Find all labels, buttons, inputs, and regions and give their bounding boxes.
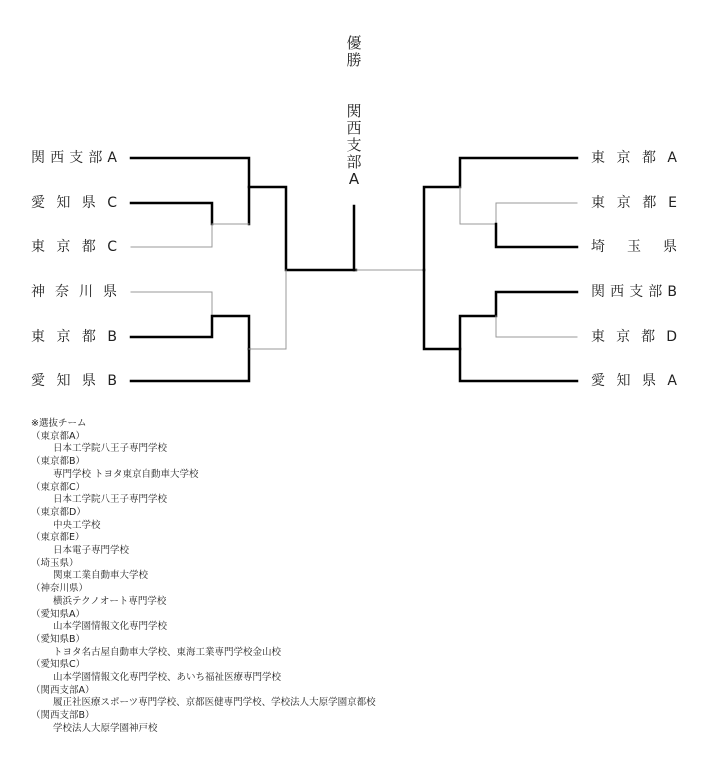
left-line-aichi-c — [131, 203, 212, 224]
team-left-6: 愛知県B — [31, 373, 117, 389]
team-left-2: 愛知県C — [31, 195, 117, 211]
team-right-1: 東京都A — [591, 150, 677, 166]
note-team-label: （神奈川県） — [31, 583, 89, 595]
right-line-kansai-b — [460, 292, 577, 349]
left-line-final-upper — [249, 187, 356, 270]
note-school-list: 関東工業自動車大学校 — [53, 570, 149, 582]
selection-team-notes — [31, 418, 376, 736]
note-team-label: （東京都B） — [31, 456, 86, 468]
note-school-list: 日本工学院八王子専門学校 — [53, 443, 168, 455]
champion-name: 関西支部A — [346, 102, 362, 188]
note-team-label: （東京都A） — [31, 430, 85, 442]
note-school-list: 日本電子専門学校 — [53, 545, 130, 557]
team-left-1: 関西支部A — [31, 150, 117, 166]
note-team-label: （埼玉県） — [31, 557, 79, 569]
note-school-list: トヨタ名古屋自動車大学校、東海工業専門学校金山校 — [53, 646, 282, 658]
left-line-kansai-a — [131, 158, 249, 224]
left-line-final-lower — [249, 270, 286, 349]
note-team-label: （愛知県A） — [31, 608, 85, 620]
right-line-tokyo-d — [496, 316, 577, 337]
note-team-label: （東京都D） — [31, 506, 86, 518]
left-line-aichi-b — [131, 349, 249, 381]
team-right-5: 東京都D — [591, 329, 677, 345]
note-team-label: （関西支部A） — [31, 684, 95, 696]
note-team-label: （愛知県C） — [31, 659, 86, 671]
note-school-list: 日本工学院八王子専門学校 — [53, 494, 168, 506]
note-school-list: 中央工学校 — [53, 519, 101, 531]
note-school-list: 山本学園情報文化専門学校、あいち福祉医療専門学校 — [53, 672, 282, 684]
note-team-label: （東京都C） — [31, 481, 86, 493]
note-school-list: 横浜テクノオート専門学校 — [53, 595, 167, 607]
note-school-list: 学校法人大原学園神戸校 — [53, 722, 158, 734]
right-line-tokyo-e — [460, 187, 577, 224]
team-right-2: 東京都E — [591, 195, 677, 211]
note-team-label: （愛知県B） — [31, 633, 86, 645]
note-school-list: 専門学校 トヨタ東京自動車大学校 — [53, 468, 199, 480]
champion-header: 優勝 — [346, 34, 362, 69]
right-line-saitama — [496, 224, 577, 247]
left-line-tokyo-c — [131, 224, 212, 247]
note-school-list: 履正社医療スポーツ専門学校、京都医健専門学校、学校法人大原学園京都校 — [53, 697, 376, 709]
notes-heading: ※選抜チーム — [31, 418, 87, 429]
left-line-kanagawa — [131, 292, 212, 316]
note-team-label: （関西支部B） — [31, 710, 95, 722]
note-team-label: （東京都E） — [31, 532, 85, 544]
team-right-3: 埼玉県 — [591, 239, 677, 255]
team-left-3: 東京都C — [31, 239, 117, 255]
team-right-6: 愛知県A — [591, 373, 677, 389]
team-left-5: 東京都B — [31, 329, 117, 345]
left-line-tokyo-b — [131, 316, 249, 349]
team-left-4: 神奈川県 — [31, 284, 117, 300]
right-line-tokyo-a — [424, 158, 577, 270]
team-right-4: 関西支部B — [591, 284, 677, 300]
note-school-list: 山本学園情報文化専門学校 — [53, 621, 168, 633]
right-line-aichi-a — [424, 270, 577, 381]
